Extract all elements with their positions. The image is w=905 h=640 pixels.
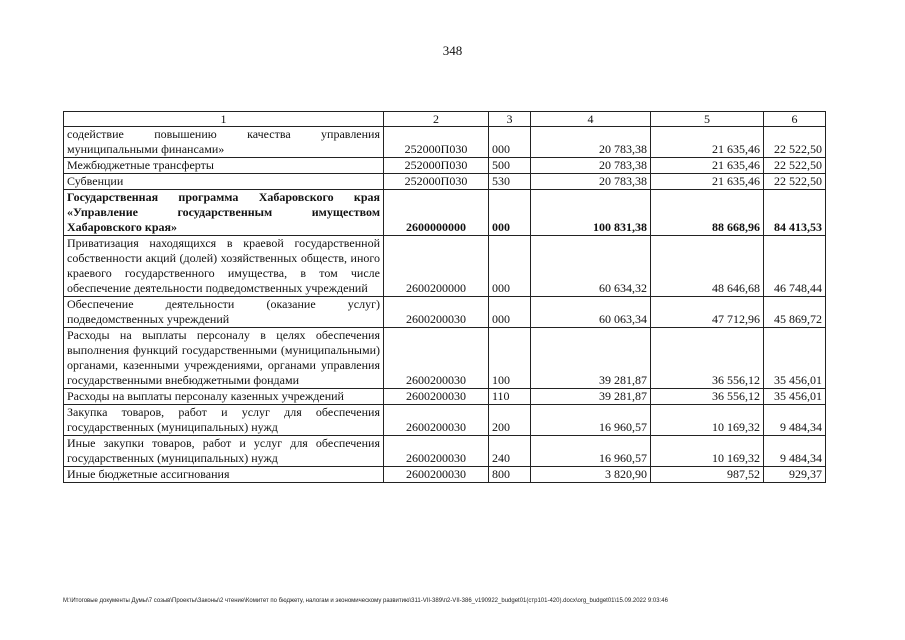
row-code-cell: 2600200030 bbox=[384, 405, 489, 436]
document-footer-path: М:\Итоговые документы Думы\7 созыв\Проекты\Законы\2 чтение\Комитет по бюджету, налогам и экономическому развитию\311-VII-389\п2-VII-386_v190922_budget01(стр101-420).docx\org_budget01\15.09.2022 9:03:46 bbox=[63, 598, 668, 604]
row-value-2024-cell: 45 869,72 bbox=[764, 297, 826, 328]
row-expense-type-cell: 000 bbox=[489, 190, 531, 236]
table-row bbox=[64, 190, 826, 236]
row-name-cell: Субвенции bbox=[64, 174, 384, 190]
row-value-2024-cell: 22 522,50 bbox=[764, 174, 826, 190]
column-header: 3 bbox=[489, 112, 531, 127]
table-row bbox=[64, 436, 826, 467]
row-value-2022-cell: 20 783,38 bbox=[531, 158, 651, 174]
row-value-2023-cell: 21 635,46 bbox=[651, 158, 764, 174]
row-name-cell: Государственная программа Хабаровского края «Управление государственным имуществом Хабаровского края» bbox=[64, 190, 384, 236]
row-expense-type-cell: 800 bbox=[489, 467, 531, 483]
row-value-2023-cell: 987,52 bbox=[651, 467, 764, 483]
row-name-cell: Расходы на выплаты персоналу в целях обеспечения выполнения функций государственными (муниципальными) органами, казенными учреждениями, органами управления государственными внебюджетными фондами bbox=[64, 328, 384, 389]
column-header: 4 bbox=[531, 112, 651, 127]
row-value-2024-cell: 35 456,01 bbox=[764, 389, 826, 405]
row-expense-type-cell: 000 bbox=[489, 297, 531, 328]
row-value-2024-cell: 22 522,50 bbox=[764, 127, 826, 158]
row-expense-type-cell: 110 bbox=[489, 389, 531, 405]
row-value-2024-cell: 9 484,34 bbox=[764, 405, 826, 436]
row-value-2023-cell: 36 556,12 bbox=[651, 328, 764, 389]
row-name-cell: Иные бюджетные ассигнования bbox=[64, 467, 384, 483]
table-row bbox=[64, 127, 826, 158]
table-header-row bbox=[64, 112, 826, 127]
row-value-2022-cell: 60 634,32 bbox=[531, 236, 651, 297]
table-row bbox=[64, 174, 826, 190]
row-expense-type-cell: 200 bbox=[489, 405, 531, 436]
table-row bbox=[64, 467, 826, 483]
table-row bbox=[64, 297, 826, 328]
row-name-cell: Межбюджетные трансферты bbox=[64, 158, 384, 174]
row-code-cell: 2600200030 bbox=[384, 328, 489, 389]
row-code-cell: 2600000000 bbox=[384, 190, 489, 236]
row-value-2024-cell: 9 484,34 bbox=[764, 436, 826, 467]
row-value-2023-cell: 88 668,96 bbox=[651, 190, 764, 236]
row-code-cell: 2600200030 bbox=[384, 436, 489, 467]
budget-table bbox=[63, 111, 826, 483]
row-value-2022-cell: 20 783,38 bbox=[531, 174, 651, 190]
row-code-cell: 252000П030 bbox=[384, 127, 489, 158]
row-name-cell: Приватизация находящихся в краевой государственной собственности акций (долей) хозяйственных обществ, иного краевого государственного имущества, в том числе обеспечение деятельности подведомственных учреждений bbox=[64, 236, 384, 297]
row-name-cell: Расходы на выплаты персоналу казенных учреждений bbox=[64, 389, 384, 405]
table-row bbox=[64, 236, 826, 297]
row-expense-type-cell: 000 bbox=[489, 236, 531, 297]
row-value-2024-cell: 929,37 bbox=[764, 467, 826, 483]
row-value-2022-cell: 16 960,57 bbox=[531, 405, 651, 436]
row-value-2022-cell: 60 063,34 bbox=[531, 297, 651, 328]
row-expense-type-cell: 240 bbox=[489, 436, 531, 467]
row-value-2023-cell: 21 635,46 bbox=[651, 127, 764, 158]
row-value-2024-cell: 84 413,53 bbox=[764, 190, 826, 236]
row-name-cell: Иные закупки товаров, работ и услуг для обеспечения государственных (муниципальных) нужд bbox=[64, 436, 384, 467]
row-value-2024-cell: 22 522,50 bbox=[764, 158, 826, 174]
row-code-cell: 2600200030 bbox=[384, 297, 489, 328]
page-number: 348 bbox=[442, 43, 463, 58]
row-code-cell: 252000П030 bbox=[384, 174, 489, 190]
row-value-2023-cell: 21 635,46 bbox=[651, 174, 764, 190]
row-name-cell: содействие повышению качества управления муниципальными финансами» bbox=[64, 127, 384, 158]
row-value-2022-cell: 16 960,57 bbox=[531, 436, 651, 467]
row-value-2023-cell: 48 646,68 bbox=[651, 236, 764, 297]
row-code-cell: 2600200000 bbox=[384, 236, 489, 297]
column-header: 2 bbox=[384, 112, 489, 127]
row-code-cell: 252000П030 bbox=[384, 158, 489, 174]
row-name-cell: Обеспечение деятельности (оказание услуг) подведомственных учреждений bbox=[64, 297, 384, 328]
row-value-2022-cell: 100 831,38 bbox=[531, 190, 651, 236]
column-header: 6 bbox=[764, 112, 826, 127]
row-value-2024-cell: 35 456,01 bbox=[764, 328, 826, 389]
row-expense-type-cell: 000 bbox=[489, 127, 531, 158]
row-value-2022-cell: 20 783,38 bbox=[531, 127, 651, 158]
table-row bbox=[64, 405, 826, 436]
table-row bbox=[64, 389, 826, 405]
column-header: 1 bbox=[64, 112, 384, 127]
column-header: 5 bbox=[651, 112, 764, 127]
row-value-2022-cell: 39 281,87 bbox=[531, 389, 651, 405]
row-value-2023-cell: 36 556,12 bbox=[651, 389, 764, 405]
row-value-2022-cell: 3 820,90 bbox=[531, 467, 651, 483]
row-expense-type-cell: 100 bbox=[489, 328, 531, 389]
row-expense-type-cell: 500 bbox=[489, 158, 531, 174]
row-code-cell: 2600200030 bbox=[384, 389, 489, 405]
row-expense-type-cell: 530 bbox=[489, 174, 531, 190]
table-row bbox=[64, 158, 826, 174]
row-value-2024-cell: 46 748,44 bbox=[764, 236, 826, 297]
row-value-2023-cell: 47 712,96 bbox=[651, 297, 764, 328]
row-name-cell: Закупка товаров, работ и услуг для обеспечения государственных (муниципальных) нужд bbox=[64, 405, 384, 436]
row-code-cell: 2600200030 bbox=[384, 467, 489, 483]
row-value-2023-cell: 10 169,32 bbox=[651, 405, 764, 436]
row-value-2023-cell: 10 169,32 bbox=[651, 436, 764, 467]
row-value-2022-cell: 39 281,87 bbox=[531, 328, 651, 389]
table-row bbox=[64, 328, 826, 389]
